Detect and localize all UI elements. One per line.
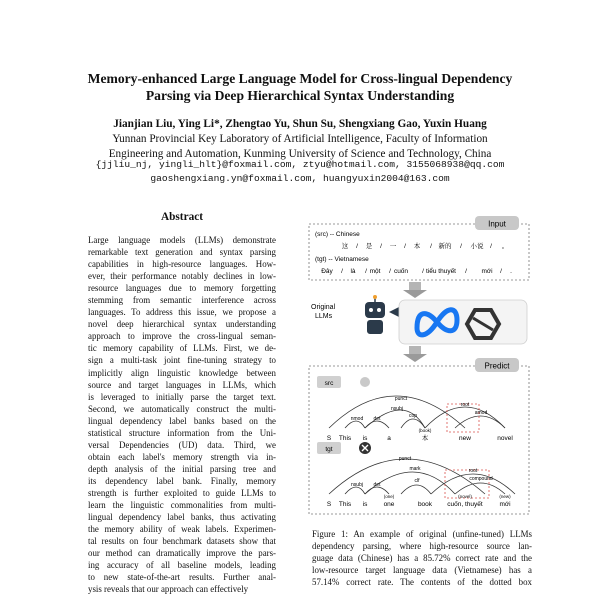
abstract-line: Large language models (LLMs) demonstrate xyxy=(88,235,276,245)
figure-1 xyxy=(305,214,533,516)
abstract-line: sign a multi-task joint fine-tuning strategy to xyxy=(88,355,276,366)
src-parse-token: This xyxy=(338,435,352,442)
src-token: 这 xyxy=(341,243,349,250)
arc-label: compound xyxy=(469,476,493,482)
abstract-line: source and target languages in LLMs, which xyxy=(88,379,276,390)
abstract-line: capabilities in high-resource languages. How- xyxy=(88,259,276,270)
abstract-line: learn the linguistic commonalities from multi- xyxy=(88,500,276,511)
arc-label: root xyxy=(468,468,478,474)
abstract-line: approach to improve the cross-lingual seman- xyxy=(88,331,276,342)
abstract-line: ever, their performance notably declines in low- xyxy=(88,271,276,282)
token-separator: / xyxy=(465,268,467,275)
token-separator: / xyxy=(430,243,432,250)
abstract-line: depth analysis of the initial parsing tree and xyxy=(88,463,276,474)
abstract-line: lingual dependency label banks based on the xyxy=(88,415,276,426)
token-separator: / xyxy=(380,243,382,250)
title-line: Parsing via Deep Hierarchical Syntax Understanding xyxy=(145,88,455,103)
caption-line: Figure 1: An example of original (unfine-tuned) LLMs xyxy=(312,529,532,539)
src-parse-token: new xyxy=(459,435,471,442)
input-label: Input xyxy=(488,219,506,229)
src-parse-row xyxy=(327,428,513,442)
src-token: 一 xyxy=(389,243,397,250)
arc-label: punct xyxy=(398,456,412,462)
token-separator: / xyxy=(500,268,502,275)
caption-line: guage data (Chinese) has a 85.72% correct rate and the xyxy=(312,553,532,564)
caption-line: low-resource target language data (Vietnamese) has a xyxy=(312,565,532,576)
tgt-parse-token: S xyxy=(326,501,332,508)
abstract-line: stemming from semantic interference across xyxy=(88,295,276,306)
tgt-parse-token: mới xyxy=(499,501,511,508)
abstract-line: to new state-of-the-art results. Further anal- xyxy=(88,572,276,583)
arc-label: nsubj xyxy=(351,482,363,488)
src-parse-token: S xyxy=(326,435,332,442)
token-separator: / xyxy=(460,243,462,250)
arc-label: cop xyxy=(408,413,418,419)
token-separator: / xyxy=(356,243,358,250)
token-separator: / xyxy=(365,268,367,275)
abstract-line: strength is further exploited to guide LLMs to xyxy=(88,487,276,498)
tgt-token-row xyxy=(321,266,512,275)
abstract-line: ing accuracy of all baseline models, leading xyxy=(88,560,276,571)
src-parse-gloss: (book) xyxy=(418,428,432,433)
tgt-parse-token: is xyxy=(362,501,368,508)
tgt-token: Đây xyxy=(321,268,333,275)
src-tag-label: src xyxy=(324,380,334,387)
author-list: Jianjian Liu, Ying Li*, Zhengtao Yu, Shun Su, Shengxiang Gao, Yuxin Huang xyxy=(113,118,487,130)
down-arrow-icon xyxy=(403,346,427,362)
abstract-line: resource languages due to memory forgetting xyxy=(88,283,276,294)
tgt-token: một xyxy=(369,268,381,275)
tgt-token: mới xyxy=(481,268,493,275)
abstract-line: Second, we automatically construct the multi- xyxy=(88,403,276,414)
src-token: 小说 xyxy=(470,243,484,250)
arc-label: clf xyxy=(414,478,420,484)
title-line: Memory-enhanced Large Language Model for Cross-lingual Dependency xyxy=(87,71,513,86)
token-separator: / xyxy=(490,243,492,250)
src-token: 是 xyxy=(365,243,373,250)
tgt-token: tiểu thuyết xyxy=(426,268,456,275)
arc-label: root xyxy=(460,402,470,408)
src-token: 。 xyxy=(501,243,509,250)
affiliation-line: Engineering and Automation, Kunming University of Science and Technology, China xyxy=(108,147,492,160)
abstract-line: its dependency label bank. Finally, memory xyxy=(88,475,276,486)
tgt-parse-gloss: (novel) xyxy=(458,494,472,499)
arc-label: punct xyxy=(394,396,408,402)
token-separator: / xyxy=(341,268,343,275)
caption-line: 57.14% correct rate. The contents of the dotted box xyxy=(312,577,532,588)
tgt-parse-token: one xyxy=(383,501,395,508)
tgt-token: . xyxy=(510,268,512,275)
tgt-parse-token: cuốn, thuyết xyxy=(447,501,483,508)
src-token: 本 xyxy=(413,243,421,250)
token-separator: / xyxy=(389,268,391,275)
abstract-line: our method can dramatically improve the pars- xyxy=(88,548,276,559)
down-arrow-icon xyxy=(403,282,427,298)
abstract-line: the memory ability of weak labels. Experimen- xyxy=(88,524,276,535)
abstract-line: languages. To address this issue, we propose a xyxy=(88,307,276,318)
email-line: gaoshengxiang.yn@foxmail.com, huangyuxin2004@163.com xyxy=(150,173,450,184)
figure-caption xyxy=(312,528,532,588)
token-separator: / xyxy=(404,243,406,250)
status-icon xyxy=(360,377,370,387)
abstract-line: novel deep hierarchical syntax understanding xyxy=(88,319,276,330)
paper-title xyxy=(40,70,560,104)
abstract-line: remarkable text generation and syntax parsing xyxy=(88,247,276,258)
tgt-parse-gloss: (new) xyxy=(499,494,511,499)
src-label: (src) -- Chinese xyxy=(315,231,360,238)
llm-label-line: Original xyxy=(311,304,336,311)
arc-label: mark xyxy=(409,466,421,472)
robot-icon xyxy=(365,295,385,334)
affiliation xyxy=(40,132,560,161)
tgt-label: (tgt) -- Vietnamese xyxy=(315,256,369,263)
arc-label: det xyxy=(373,416,381,422)
src-parse-token: novel xyxy=(497,435,513,442)
tgt-parse-token: book xyxy=(417,501,433,508)
arc-label: nsubj xyxy=(391,406,403,412)
abstract-line: obtain each label's memory strength via in- xyxy=(88,451,276,462)
src-parse-token: a xyxy=(387,435,391,442)
arc-label: amod xyxy=(474,410,488,416)
arc-label: nmod xyxy=(350,416,364,422)
arc-label: det xyxy=(373,482,381,488)
abstract-heading: Abstract xyxy=(160,211,204,223)
email-line: {jjliu_nj, yingli_hlt}@foxmail.com, ztyu@hotmail.com, 3155068938@qq.com xyxy=(95,159,505,170)
src-token: 新的 xyxy=(438,243,452,250)
tgt-tag-label: tgt xyxy=(325,446,333,453)
abstract-line: is leveraged to initially parse the target text. xyxy=(88,391,276,402)
src-parse-token: 本 xyxy=(421,435,429,442)
abstract-line: versal Dependencies (UD) data. Third, we xyxy=(88,439,276,450)
tgt-token: là xyxy=(350,268,356,275)
abstract-line: tic memory capability of LLMs. First, we de- xyxy=(88,343,276,354)
abstract-line: lingual dependency label banks, thus activating xyxy=(88,512,276,523)
tgt-token: cuốn xyxy=(393,268,409,275)
token-separator: / xyxy=(422,268,424,275)
abstract-line: statistical structure information from the Uni- xyxy=(88,427,276,438)
src-parse-token: is xyxy=(362,435,368,442)
caption-line: dependency parsing, where high-resource source lan- xyxy=(312,541,532,552)
abstract-line: ysis reveals that our approach can effectively xyxy=(88,584,249,595)
abstract-body xyxy=(88,234,276,595)
src-token-row xyxy=(342,241,509,250)
predict-label: Predict xyxy=(484,361,510,371)
tgt-parse-gloss: (one) xyxy=(383,494,395,499)
llm-label-line: LLMs xyxy=(315,313,333,320)
abstract-line: tal results on four benchmark datasets show that xyxy=(88,536,276,547)
affiliation-line: Yunnan Provincial Key Laboratory of Artificial Intelligence, Faculty of Information xyxy=(112,133,488,145)
tgt-parse-token: This xyxy=(338,501,352,508)
abstract-line: implicitly align linguistic knowledge between xyxy=(88,367,276,378)
tgt-parse-row xyxy=(327,494,511,508)
